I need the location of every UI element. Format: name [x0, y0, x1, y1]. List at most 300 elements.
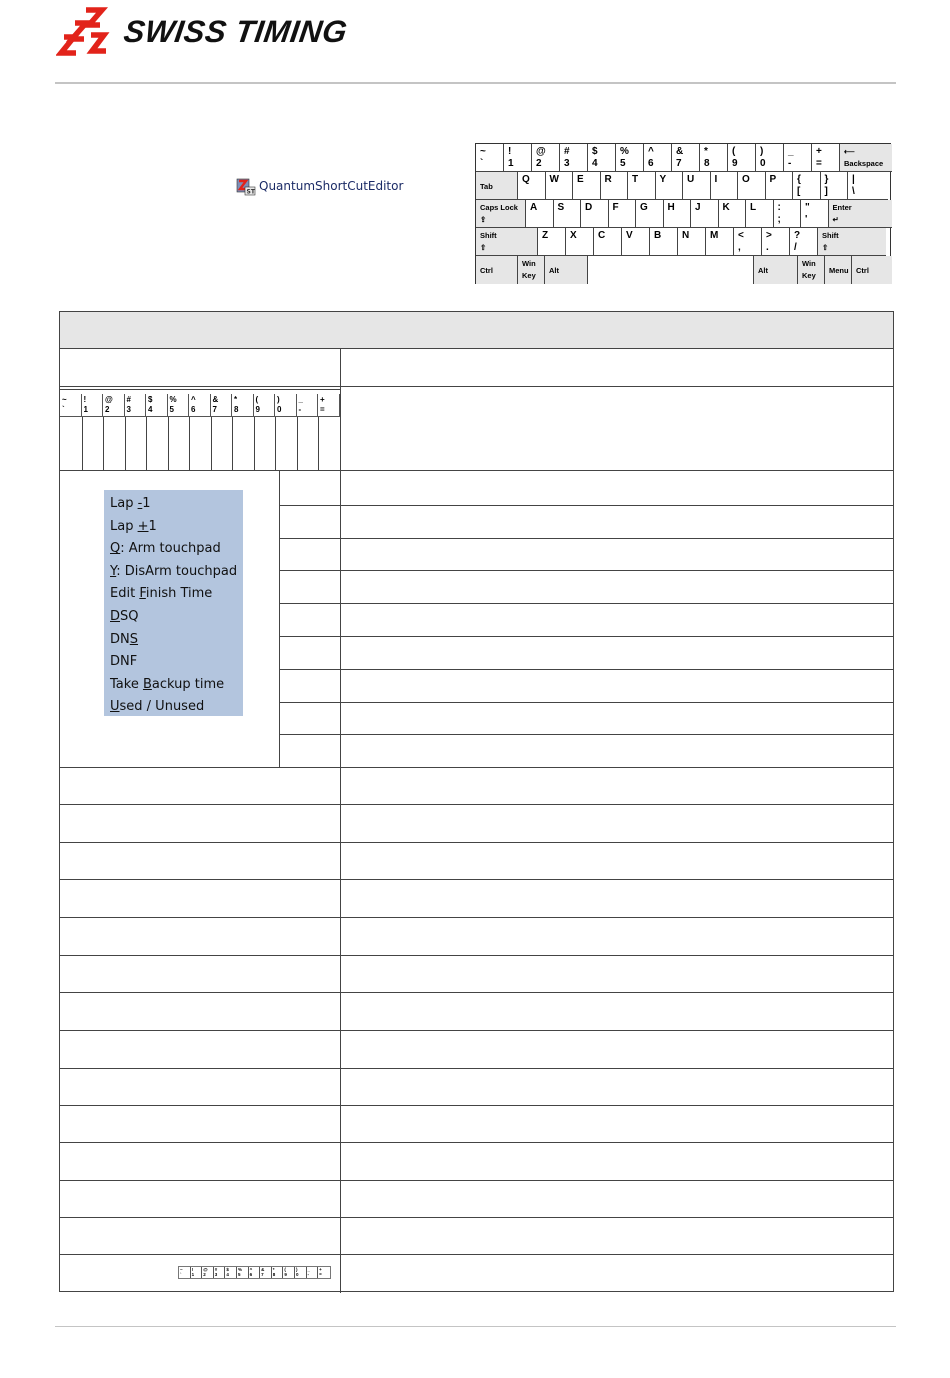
mini-key-bottom: 3: [214, 1272, 218, 1277]
key-bottom-label: ,: [738, 242, 741, 253]
key-top-label: ?: [794, 230, 801, 241]
table-row-border: [60, 1105, 893, 1106]
key-bottom-label: ]: [824, 186, 828, 197]
menu-item-text: : Arm touchpad: [120, 541, 221, 557]
key-shift: [476, 228, 538, 256]
key-top-label: @: [536, 146, 546, 157]
mini-key: [103, 394, 125, 417]
key-top-label: Q: [522, 174, 530, 185]
key-top-label: M: [710, 230, 719, 241]
menu-item-accelerator: +: [137, 518, 149, 534]
mini-key-top: *: [234, 395, 238, 404]
mini-key-top: ~: [62, 395, 67, 404]
mini-key-bottom: 2: [203, 1272, 206, 1277]
mini-key-top: @: [105, 395, 113, 404]
key-alt: [754, 256, 798, 284]
key--: [644, 144, 672, 172]
key-top-label: K: [722, 202, 730, 213]
table-column-border: [279, 470, 280, 767]
menu-item-text: Lap: [110, 496, 138, 511]
context-menu-item[interactable]: [110, 538, 243, 561]
key-top-label: $: [592, 146, 598, 157]
menu-item-accelerator: D: [110, 608, 121, 624]
mini-key-small: [249, 1267, 261, 1278]
key-top-label: N: [682, 230, 690, 241]
context-menu-item[interactable]: [110, 651, 243, 674]
mini-key-top: &: [261, 1267, 265, 1272]
key--: [848, 172, 888, 200]
key-top-label: #: [564, 146, 570, 157]
key-s: [554, 200, 582, 228]
key-bottom-label: 3: [564, 158, 570, 169]
key--: [756, 144, 784, 172]
key-bottom-label: 8: [704, 158, 710, 169]
key-top-label: %: [620, 146, 629, 157]
key-top-label: G: [640, 202, 648, 213]
key-bottom-label: 6: [648, 158, 654, 169]
key-top-label: Enter: [832, 203, 852, 212]
mini-key-bottom: 2: [105, 405, 110, 414]
mini-key-top: #: [126, 395, 131, 404]
table-row-border: [279, 702, 893, 703]
key-top-label: X: [570, 230, 577, 241]
mini-key-bottom: 6: [249, 1272, 253, 1277]
key-space: [588, 256, 754, 284]
mini-key-bottom: `: [180, 1272, 182, 1277]
key--: [616, 144, 644, 172]
key--: [728, 144, 756, 172]
key-t: [628, 172, 656, 200]
key-bottom-label: 0: [760, 158, 766, 169]
table-row-border: [279, 636, 893, 637]
mini-key-small: [237, 1267, 249, 1278]
table-row-border: [60, 1068, 893, 1069]
mini-key-small: [202, 1267, 214, 1278]
menu-item-accelerator: -: [137, 496, 143, 511]
mini-key-small: [214, 1267, 226, 1278]
context-menu-item[interactable]: [110, 516, 243, 539]
context-menu-item[interactable]: [110, 606, 243, 629]
table-column-border: [168, 417, 169, 470]
mini-key-top: #: [214, 1267, 218, 1272]
table-column-border: [254, 417, 255, 470]
key-top-label: Caps Lock: [480, 203, 518, 212]
mini-key-small: [283, 1267, 295, 1278]
key-bottom-label: /: [794, 242, 797, 253]
mini-key-bottom: 0: [277, 405, 282, 414]
key--: [476, 144, 504, 172]
key-top-label: ^: [648, 146, 654, 157]
shortcut-table: [59, 311, 894, 1292]
mini-key-top: ~: [180, 1267, 183, 1272]
key-shift: [818, 228, 886, 256]
table-row-border: [60, 767, 893, 768]
header-divider: [55, 82, 896, 84]
key-h: [664, 200, 692, 228]
key-top-label: !: [508, 146, 512, 157]
menu-item-text: 1: [148, 518, 157, 534]
table-row-border: [60, 1217, 893, 1218]
key-bottom-label: ↵: [832, 215, 839, 224]
mini-key: [125, 394, 147, 417]
key-bottom-label: ⇧: [822, 243, 829, 252]
mini-key-small: [307, 1267, 319, 1278]
mini-key-top: ^: [191, 395, 196, 404]
table-column-border: [318, 417, 319, 470]
key-top-label: *: [704, 146, 708, 157]
key-top-label: Y: [659, 174, 667, 185]
context-menu-item[interactable]: [110, 493, 243, 516]
key-top-label: T: [632, 174, 639, 185]
table-row-border: [60, 879, 893, 880]
mini-key-bottom: 6: [191, 405, 196, 414]
key-g: [636, 200, 664, 228]
table-row-border: [60, 804, 893, 805]
menu-item-text: inish Time: [145, 586, 213, 602]
keyboard-row-bottom: [476, 256, 892, 284]
table-row-border: [60, 917, 893, 918]
key-top-label: >: [766, 230, 772, 241]
key-top-label: Win: [522, 259, 536, 268]
mini-key-bottom: -: [307, 1272, 310, 1277]
key-p: [766, 172, 794, 200]
menu-item-text: sed / Unused: [119, 699, 205, 715]
mini-key-top: @: [203, 1267, 208, 1272]
swiss-timing-mark-icon: [56, 7, 116, 57]
key-n: [678, 228, 706, 256]
mini-key-bottom: =: [319, 1272, 322, 1277]
table-row-border: [279, 570, 893, 571]
context-menu-item[interactable]: [110, 561, 243, 584]
menu-item-text: ackup time: [151, 676, 225, 692]
mini-key: [189, 394, 211, 417]
key--: [560, 144, 588, 172]
mini-key-small: [295, 1267, 307, 1278]
menu-item-accelerator: B: [142, 676, 152, 692]
mini-key-top: (: [284, 1267, 286, 1272]
table-row-border: [60, 1142, 893, 1143]
keyboard-row-shift: [476, 228, 886, 256]
table-row-border: [60, 470, 893, 471]
key-top-label: Ctrl: [856, 266, 869, 275]
menu-item-accelerator: Q: [110, 541, 121, 557]
key-ctrl: [852, 256, 892, 284]
mini-key-bottom: 8: [234, 405, 239, 414]
table-column-border: [103, 417, 104, 470]
mini-key-top: !: [191, 1267, 194, 1272]
table-column-border: [340, 349, 341, 1293]
mini-key: [254, 394, 276, 417]
key--: [774, 200, 802, 228]
mini-key: [146, 394, 168, 417]
mini-key-bottom: 1: [191, 1272, 195, 1277]
key-top-label: :: [777, 202, 781, 213]
context-menu-item[interactable]: [110, 583, 243, 606]
table-column-border: [125, 417, 126, 470]
mini-key-bottom: 5: [237, 1272, 241, 1277]
key-top-label: Alt: [758, 266, 768, 275]
mini-key-small: [260, 1267, 272, 1278]
key--: [734, 228, 762, 256]
menu-item-text: DN: [110, 631, 130, 647]
mini-key-top: %: [237, 1267, 242, 1272]
mini-key: [168, 394, 190, 417]
key-w: [546, 172, 574, 200]
key-u: [683, 172, 711, 200]
table-column-border: [340, 417, 341, 470]
key-x: [566, 228, 594, 256]
key-top-label: W: [549, 174, 559, 185]
key-top-label: Ctrl: [480, 266, 493, 275]
table-header: [60, 312, 893, 349]
mini-key: [232, 394, 254, 417]
key-a: [526, 200, 554, 228]
key-v: [622, 228, 650, 256]
menu-item-text: Lap: [110, 518, 138, 534]
table-column-border: [146, 417, 147, 470]
mini-key: [60, 394, 82, 417]
table-row-border: [60, 1254, 893, 1255]
key-top-label: R: [604, 174, 612, 185]
table-column-border: [297, 417, 298, 470]
mini-key-bottom: 4: [148, 405, 153, 414]
key-top-label: Menu: [829, 266, 849, 275]
key-top-label: Tab: [480, 182, 493, 191]
app-shortcut-label: QuantumShortCutEditor: [259, 179, 404, 193]
mini-key-top: +: [319, 1267, 322, 1272]
mini-key: [211, 394, 233, 417]
key-top-label: |: [852, 174, 855, 185]
mini-key-bottom: 3: [126, 405, 131, 414]
key-top-label: D: [585, 202, 593, 213]
key-bottom-label: \: [852, 186, 855, 197]
key-bottom-label: -: [788, 158, 792, 169]
menu-item-text: SQ: [120, 608, 139, 624]
menu-item-accelerator: S: [129, 631, 139, 647]
key-alt: [545, 256, 588, 284]
context-menu-item[interactable]: [110, 696, 243, 719]
keyboard-row-numbers: [476, 144, 892, 172]
key-z: [538, 228, 566, 256]
mini-keyboard-row-small: [178, 1266, 331, 1279]
mini-key-bottom: 9: [284, 1272, 287, 1277]
key-top-label: O: [742, 174, 750, 185]
key-bottom-label: 1: [508, 158, 514, 169]
table-row-border: [60, 386, 893, 387]
key-top-label: <: [738, 230, 744, 241]
key-top-label: Win: [802, 259, 816, 268]
menu-item-accelerator: Y: [110, 563, 117, 579]
key-r: [601, 172, 629, 200]
key--: [784, 144, 812, 172]
key-bottom-label: 2: [536, 158, 542, 169]
mini-key-top: ): [277, 395, 280, 404]
key-top-label: U: [687, 174, 695, 185]
mini-key-bottom: 4: [226, 1272, 229, 1277]
key-tab: [476, 172, 518, 200]
key-q: [518, 172, 546, 200]
mini-key-top: _: [307, 1267, 311, 1272]
key--: [672, 144, 700, 172]
mini-key: [297, 394, 319, 417]
table-column-border: [189, 417, 190, 470]
table-row-border: [60, 842, 893, 843]
key-top-label: Shift: [480, 231, 497, 240]
key-bottom-label: 5: [620, 158, 626, 169]
mini-key-top: *: [272, 1267, 275, 1272]
key--: [532, 144, 560, 172]
key-bottom-label: ⇪: [480, 215, 487, 224]
key-bottom-label: 4: [592, 158, 598, 169]
svg-text:ST: ST: [246, 188, 255, 196]
mini-key-top: +: [320, 395, 325, 404]
mini-key-top: ^: [249, 1267, 253, 1272]
key-top-label: P: [769, 174, 777, 185]
key-top-label: ⟵: [844, 147, 855, 156]
mini-key-bottom: -: [298, 405, 302, 414]
key-bottom-label: 9: [732, 158, 738, 169]
key-b: [650, 228, 678, 256]
mini-keyboard-row: [60, 394, 340, 417]
mini-key-bottom: 7: [212, 405, 217, 414]
mini-key-top: _: [298, 395, 303, 404]
key-top-label: }: [824, 174, 829, 185]
key-top-label: L: [750, 202, 757, 213]
key--: [762, 228, 790, 256]
key-top-label: _: [788, 146, 794, 157]
table-column-border: [211, 417, 212, 470]
key-top-label: I: [714, 174, 718, 185]
key-bottom-label: 7: [676, 158, 682, 169]
mini-key-top: &: [212, 395, 219, 404]
key-ctrl: [476, 256, 518, 284]
key--: [793, 172, 821, 200]
table-column-border: [275, 417, 276, 470]
key-top-label: H: [667, 202, 675, 213]
key-top-label: {: [797, 174, 801, 185]
key-bottom-label: ': [805, 214, 808, 225]
key-i: [711, 172, 739, 200]
keyboard-row-home: [476, 200, 892, 228]
key-top-label: E: [577, 174, 584, 185]
menu-item-text: Take: [110, 676, 143, 692]
menu-item-text: : DisArm touchpad: [116, 563, 238, 579]
key-top-label: F: [612, 202, 619, 213]
brand-name: SWISS TIMING: [121, 14, 350, 49]
mini-key-top: ): [295, 1267, 298, 1272]
mini-key-small: [191, 1267, 203, 1278]
menu-item-text: 1: [142, 496, 151, 511]
key-d: [581, 200, 609, 228]
key-top-label: ~: [480, 146, 486, 157]
key-top-label: &: [676, 146, 684, 157]
footer-divider: [55, 1326, 896, 1327]
mini-key-bottom: 8: [272, 1272, 276, 1277]
table-row-border: [279, 505, 893, 506]
key-top-label: C: [598, 230, 606, 241]
keyboard-layout: [475, 143, 891, 284]
table-row-border: [60, 955, 893, 956]
table-row-border: [279, 538, 893, 539]
key-j: [691, 200, 719, 228]
mini-key-small: [225, 1267, 237, 1278]
mini-key-top: !: [83, 395, 87, 404]
app-shortcut[interactable]: [236, 176, 403, 196]
key--: [801, 200, 829, 228]
mini-key: [82, 394, 104, 417]
key-caps-lock: [476, 200, 526, 228]
mini-key: [318, 394, 340, 417]
key-top-label: (: [732, 146, 736, 157]
key--: [840, 144, 892, 172]
mini-key: [275, 394, 297, 417]
mini-key-bottom: 7: [261, 1272, 264, 1277]
mini-key-bottom: `: [62, 405, 65, 414]
mini-key-bottom: 5: [169, 405, 174, 414]
key-c: [594, 228, 622, 256]
key-f: [609, 200, 637, 228]
table-row-border: [279, 603, 893, 604]
menu-item-text: DNF: [110, 654, 138, 670]
table-row-border: [60, 389, 341, 390]
mini-key-bottom: 9: [255, 405, 260, 414]
mini-key-small: [318, 1267, 330, 1278]
key--: [700, 144, 728, 172]
menu-item-accelerator: U: [110, 699, 120, 715]
key-menu: [825, 256, 852, 284]
context-menu-item[interactable]: [110, 629, 243, 652]
keyboard-row-qwerty: [476, 172, 888, 200]
key--: [812, 144, 840, 172]
mini-key-small: [272, 1267, 284, 1278]
key--: [504, 144, 532, 172]
mini-key-top: %: [169, 395, 177, 404]
key-top-label: V: [626, 230, 633, 241]
key-k: [719, 200, 747, 228]
quantum-shortcut-editor-icon: [236, 176, 256, 196]
mini-key-small: [179, 1267, 191, 1278]
key--: [821, 172, 849, 200]
menu-item-text: Edit: [110, 586, 140, 602]
key-bottom-label: =: [816, 158, 822, 169]
table-row-border: [279, 734, 893, 735]
key-top-label: ): [760, 146, 764, 157]
mini-key-bottom: =: [320, 405, 325, 414]
key-win: [518, 256, 545, 284]
key-top-label: Shift: [822, 231, 839, 240]
key-top-label: B: [654, 230, 662, 241]
key-bottom-label: Backspace: [844, 159, 884, 168]
table-row-border: [279, 669, 893, 670]
menu-item-accelerator: F: [139, 586, 146, 602]
key-bottom-label: ;: [777, 214, 781, 225]
key-top-label: J: [695, 202, 701, 213]
context-menu-item[interactable]: [110, 674, 243, 697]
key-win: [798, 256, 825, 284]
key-l: [746, 200, 774, 228]
mini-key-bottom: 1: [83, 405, 88, 414]
key-enter: [829, 200, 893, 228]
key--: [588, 144, 616, 172]
key-bottom-label: .: [766, 242, 769, 253]
key-e: [573, 172, 601, 200]
mini-key-top: $: [148, 395, 153, 404]
mini-key-top: (: [255, 395, 259, 404]
key-bottom-label: ⇧: [480, 243, 487, 252]
mini-key-top: $: [226, 1267, 229, 1272]
context-menu: [104, 490, 243, 716]
key-y: [656, 172, 684, 200]
